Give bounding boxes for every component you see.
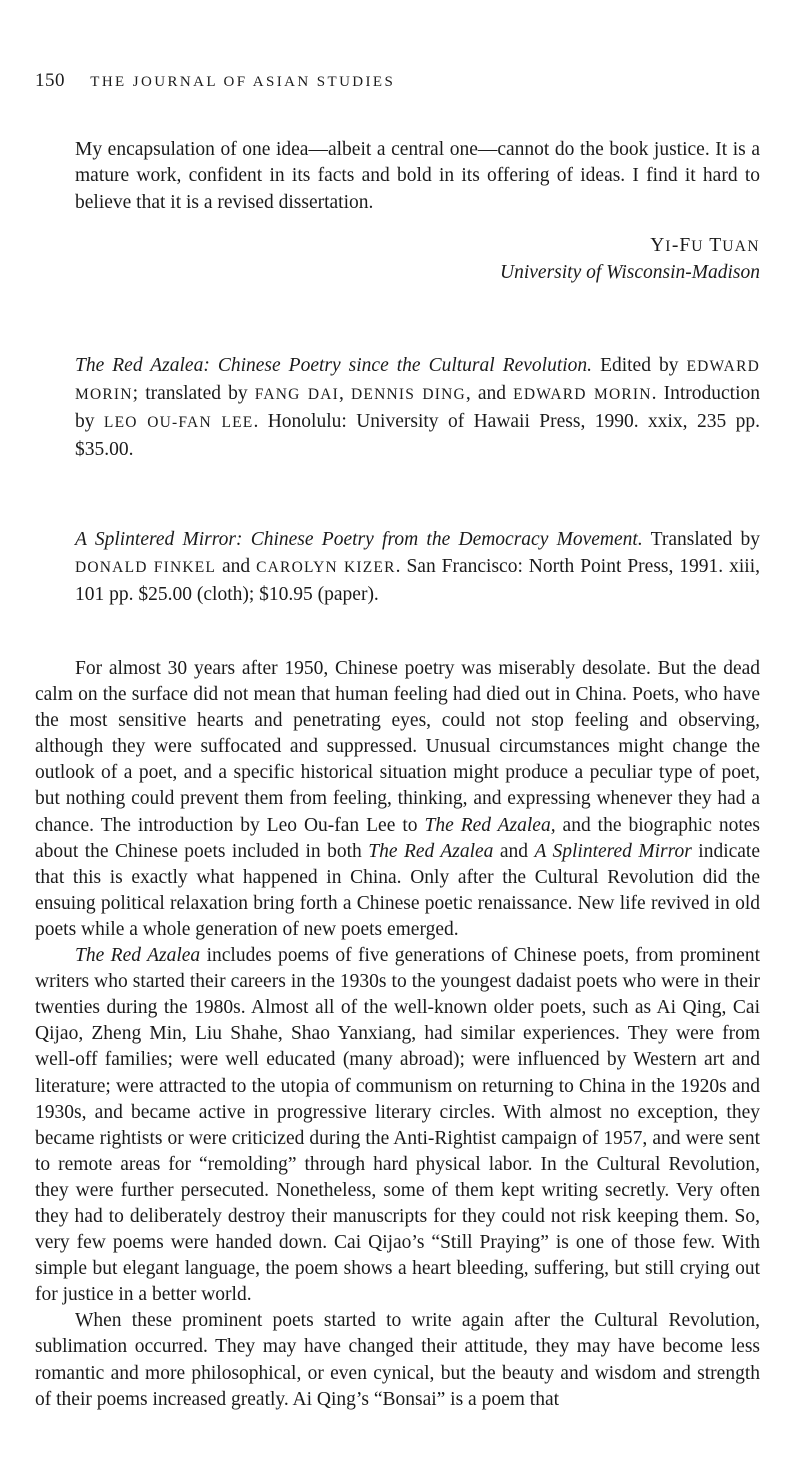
- running-head: [35, 70, 395, 92]
- translator-name: CAROLYN KIZER: [256, 559, 396, 576]
- book-citation-splintered-mirror: A Splintered Mirror: Chinese Poetry from the Democracy Movement. Translated by DONALD FINKEL and CAROLYN KIZER. San Francisco: North Point Press, 1991. xiii, 101 pp. $25.00 (cloth); $10.95 (paper).: [75, 529, 760, 605]
- journal-title: THE JOURNAL OF ASIAN STUDIES: [90, 74, 396, 90]
- translator-name: FANG DAI: [254, 386, 340, 403]
- translator-name: DENNIS DING: [351, 386, 466, 403]
- page-number: 150: [35, 70, 65, 91]
- review-body: [35, 656, 760, 1413]
- reviewer-institution: University of Wisconsin-Madison: [500, 262, 760, 283]
- book-title: The Red Azalea: Chinese Poetry since the Cultural Revolution.: [75, 355, 593, 376]
- book-citation-red-azalea: The Red Azalea: Chinese Poetry since the Cultural Revolution. Edited by EDWARD MORIN; translated by FANG DAI, DENNIS DING, and EDWARD MORIN. Introduction by LEO OU-FAN LEE. Honolulu: University of Hawaii Press, 1990. xxix, 235 pp. $35.00.: [75, 355, 761, 460]
- reviewer-name: YI-FU TUAN: [650, 235, 760, 256]
- intro-author-name: LEO OU-FAN LEE: [103, 414, 254, 431]
- body-paragraph: When these prominent poets started to write again after the Cultural Revolution, sublimation occurred. They may have changed their attitude, they may have become less romantic and more philosophical, or even cynical, but the beauty and wisdom and strength of their poems increased greatly. Ai Qing’s “Bonsai” is a poem that: [35, 1310, 760, 1410]
- book-title: A Splintered Mirror: Chinese Poetry from the Democracy Movement.: [75, 529, 643, 550]
- review-closing-paragraph: My encapsulation of one idea—albeit a central one—cannot do the book justice. It is a mature work, confident in its facts and bold in its offering of ideas. I find it hard to believe that it is a revised dissertation.: [75, 139, 760, 213]
- translator-name: DONALD FINKEL: [75, 559, 217, 576]
- body-paragraph: For almost 30 years after 1950, Chinese poetry was miserably desolate. But the dead calm on the surface did not mean that human feeling had died out in China. Poets, who have the most sensitive hearts and penetrating eyes, could not stop feeling and observing, although they were suffocated and suppressed. Unusual circumstances might change the outlook of a poet, and a specific historical situation might produce a peculiar type of poet, but nothing could prevent them from feeling, thinking, and expressing whenever they had a chance. The introduction by Leo Ou-fan Lee to The Red Azalea, and the biographic notes about the Chinese poets included in both The Red Azalea and A Splintered Mirror indicate that this is exactly what happened in China. Only after the Cultural Revolution did the ensuing political relaxation bring forth a Chinese poetic renaissance. New life revived in old poets while a whole generation of new poets emerged.: [35, 658, 761, 940]
- editor-name: EDWARD MORIN: [75, 358, 760, 403]
- body-paragraph: The Red Azalea includes poems of five generations of Chinese poets, from prominent writers who started their careers in the 1930s to the youngest dadaist poets who were in their twenties during the 1980s. Almost all of the well-known older poets, such as Ai Qing, Cai Qijao, Zheng Min, Liu Shahe, Shao Yanxiang, had similar experiences. They were from well-off families; were well educated (many abroad); were influenced by Western art and literature; were attracted to the utopia of communism on returning to China in the 1920s and 1930s, and became active in progressive literary circles. With almost no exception, they became rightists or were criticized during the Anti-Rightist campaign of 1957, and were sent to remote areas for “remolding” through hard physical labor. In the Cultural Revolution, they were further persecuted. Nonetheless, some of them kept writing secretly. Very often they had to deliberately destroy their manuscripts for they could not risk keeping them. So, very few poems were handed down. Cai Qijao’s “Still Praying” is one of those few. With simple but elegant language, the poem shows a heart bleeding, suffering, but still crying out for justice in a better world.: [35, 945, 760, 1306]
- translator-name: EDWARD MORIN: [513, 386, 652, 403]
